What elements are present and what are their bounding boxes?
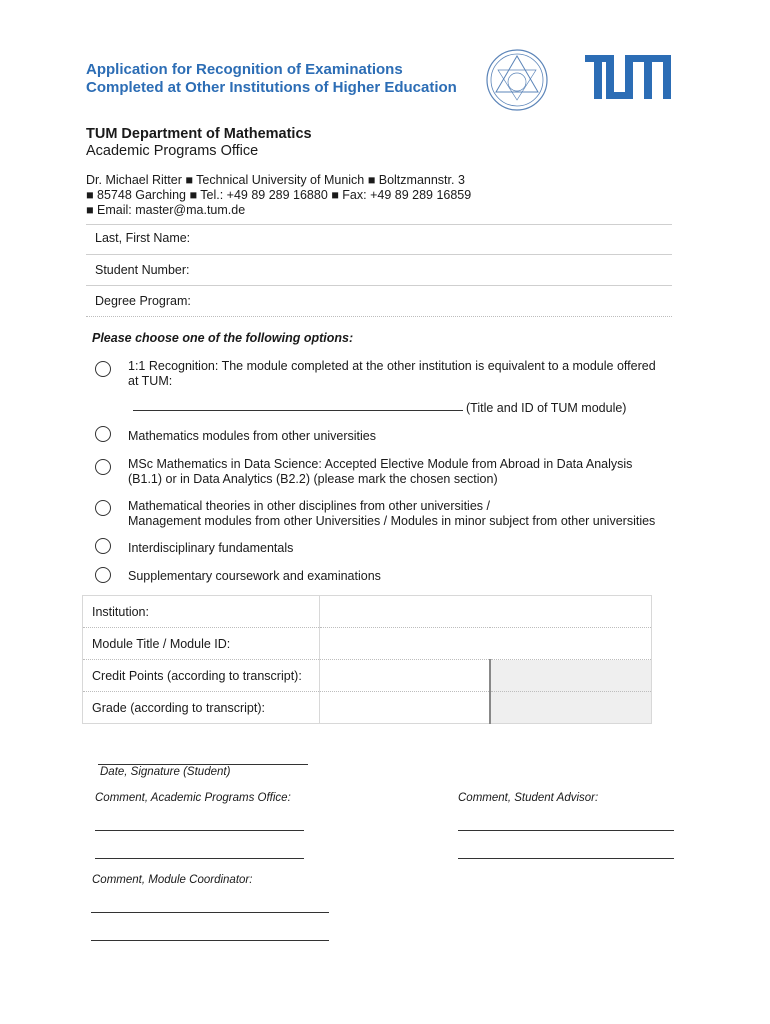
- table-row: [83, 692, 652, 724]
- field-divider: [86, 224, 672, 225]
- institution-table: [82, 595, 652, 724]
- department-block: [86, 126, 312, 160]
- module-label: Module Title / Module ID:: [83, 628, 320, 660]
- field-divider: [86, 316, 672, 317]
- programs-office-line-2[interactable]: [95, 858, 304, 859]
- option-1-text: [128, 359, 656, 388]
- option-4-line-1: Mathematical theories in other disciplines from other universities /: [128, 499, 490, 513]
- coordinator-line-1[interactable]: [91, 912, 329, 913]
- field-divider: [86, 254, 672, 255]
- radio-option-3[interactable]: [95, 459, 111, 475]
- table-row: [83, 628, 652, 660]
- credits-input[interactable]: [320, 660, 491, 692]
- option-3-text: [128, 457, 632, 486]
- credits-label: Credit Points (according to transcript):: [83, 660, 320, 692]
- programs-office-line-1[interactable]: [95, 830, 304, 831]
- degree-program-label: Degree Program:: [95, 294, 191, 308]
- advisor-line-1[interactable]: [458, 830, 674, 831]
- programs-office-label: Comment, Academic Programs Office:: [95, 792, 291, 804]
- option-3-line-2: (B1.1) or in Data Analytics (B2.2) (please mark the chosen section): [128, 471, 498, 486]
- institution-input[interactable]: [320, 596, 652, 628]
- credits-grey-cell: [490, 660, 652, 692]
- radio-option-2[interactable]: [95, 426, 111, 442]
- option-6-text: Supplementary coursework and examinations: [128, 569, 381, 583]
- radio-option-4[interactable]: [95, 500, 111, 516]
- advisor-label: Comment, Student Advisor:: [458, 792, 599, 804]
- radio-option-5[interactable]: [95, 538, 111, 554]
- table-row: [83, 596, 652, 628]
- title-line-1: Application for Recognition of Examinations: [86, 61, 403, 78]
- office-name: Academic Programs Office: [86, 143, 259, 159]
- institution-label: Institution:: [83, 596, 320, 628]
- radio-option-1[interactable]: [95, 361, 111, 377]
- contact-line-3: ■ Email: master@ma.tum.de: [86, 203, 246, 217]
- radio-option-6[interactable]: [95, 567, 111, 583]
- grade-input[interactable]: [320, 692, 491, 724]
- department-name: TUM Department of Mathematics: [86, 126, 312, 142]
- option-3-line-1: MSc Mathematics in Data Science: Accepted Elective Module from Abroad in Data Analysis: [128, 457, 633, 471]
- student-signature-label: Date, Signature (Student): [100, 766, 231, 778]
- option-4-line-2: Management modules from other Universities / Modules in minor subject from other universities: [128, 513, 656, 528]
- options-heading: Please choose one of the following options:: [92, 331, 354, 345]
- tum-module-input-line[interactable]: [133, 410, 463, 411]
- title-line-2: Completed at Other Institutions of Higher Education: [86, 79, 457, 96]
- name-label: Last, First Name:: [95, 231, 191, 245]
- table-row: [83, 660, 652, 692]
- coordinator-label: Comment, Module Coordinator:: [92, 874, 253, 886]
- option-5-text: Interdisciplinary fundamentals: [128, 541, 294, 555]
- field-divider: [86, 285, 672, 286]
- tum-module-label: (Title and ID of TUM module): [466, 401, 627, 415]
- university-seal-icon: [485, 48, 549, 112]
- student-signature-line[interactable]: [98, 764, 308, 765]
- option-1-line-2: at TUM:: [128, 373, 173, 388]
- contact-line-2: ■ 85748 Garching ■ Tel.: +49 89 289 16880 ■ Fax: +49 89 289 16859: [86, 188, 472, 202]
- option-4-text: [128, 499, 655, 528]
- grade-grey-cell: [490, 692, 652, 724]
- contact-info: [86, 173, 471, 218]
- option-1-line-1: 1:1 Recognition: The module completed at the other institution is equivalent to a module offered: [128, 359, 656, 373]
- option-2-text: Mathematics modules from other universities: [128, 429, 377, 443]
- contact-line-1: Dr. Michael Ritter ■ Technical University of Munich ■ Boltzmannstr. 3: [86, 173, 465, 187]
- tum-logo-icon: [585, 55, 671, 99]
- grade-label: Grade (according to transcript):: [83, 692, 320, 724]
- advisor-line-2[interactable]: [458, 858, 674, 859]
- form-title: [86, 61, 457, 97]
- module-input[interactable]: [320, 628, 652, 660]
- student-number-label: Student Number:: [95, 263, 190, 277]
- coordinator-line-2[interactable]: [91, 940, 329, 941]
